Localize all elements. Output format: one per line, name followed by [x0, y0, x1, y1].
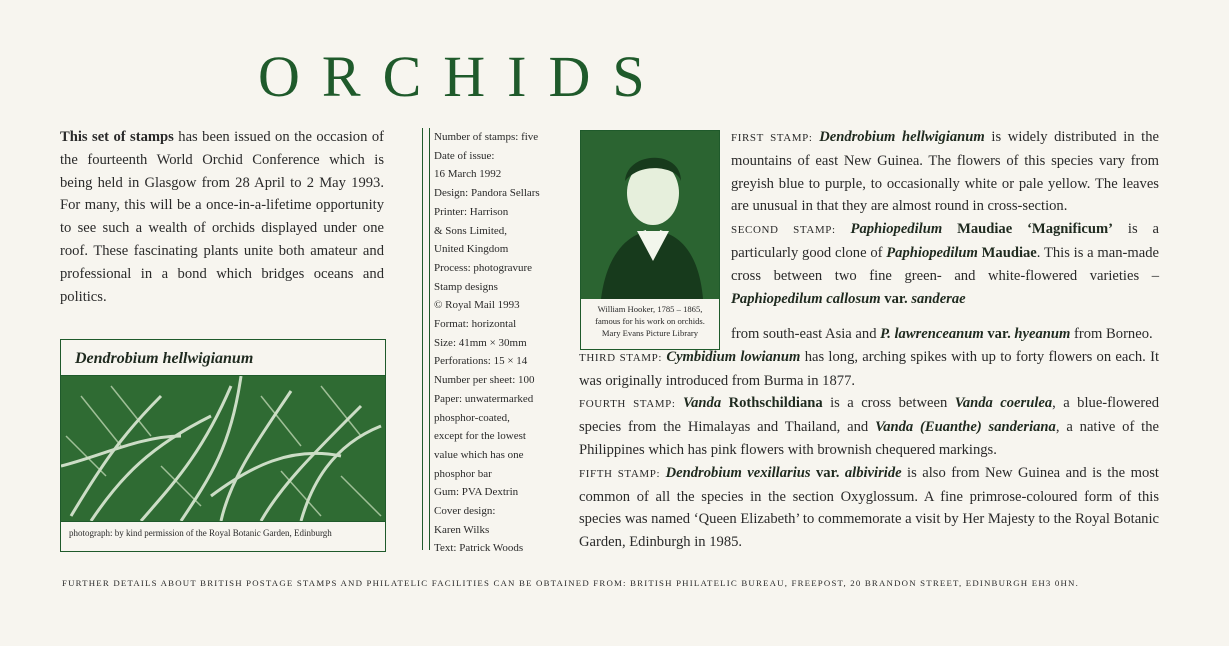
species-name: Maudiae ‘Magnificum’ — [957, 221, 1113, 238]
stamp-text: , a blue-flowered species from the Himalayas and Thailand, and — [579, 395, 1160, 436]
stamp-descriptions-top — [731, 126, 1159, 310]
detail-line: Date of issue: — [434, 149, 495, 162]
stamp-label: FIRST STAMP: — [731, 132, 813, 144]
stamp-label: SECOND STAMP: — [731, 224, 836, 237]
detail-line: United Kingdom — [434, 243, 509, 256]
stamp-details-list — [434, 128, 566, 558]
species-genus: Paphiopedilum — [886, 244, 978, 261]
detail-line: Number of stamps: five — [434, 131, 539, 143]
detail-line: Format: horizontal — [434, 318, 517, 331]
detail-line: 16 March 1992 — [434, 168, 502, 181]
variety-abbrev: var. — [816, 464, 840, 481]
stamp-label: FIFTH STAMP: — [579, 467, 661, 480]
portrait-caption-line: Mary Evans Picture Library — [601, 328, 699, 338]
portrait-caption-line: William Hooker, 1785 – 1865, — [597, 304, 703, 314]
intro-lead: This set of stamps — [60, 129, 174, 145]
footer-note: FURTHER DETAILS ABOUT BRITISH POSTAGE STAMPS AND PHILATELIC FACILITIES CAN BE OBTAINED FROM: BRITISH PHILATELIC BUREAU, FREEPOST, 20 BRANDON STREET, EDINBURGH EH3 0HN. — [62, 578, 1079, 588]
variety-abbrev: var. — [884, 290, 908, 307]
species-name: Paphiopedilum callosum — [731, 290, 881, 307]
intro-text: has been issued on the occasion of the fourteenth World Orchid Conference which is being held in Glasgow from 28 April to 2 May 1993. For many, this will be a once-in-a-lifetime opportunity to see such a wealth of orchids displayed under one roof. These fascinating plants unite both amateur and professional in a bond which bridges oceans and politics. — [60, 129, 384, 305]
detail-line: © Royal Mail 1993 — [434, 299, 520, 312]
species-name: Vanda coerulea — [954, 395, 1053, 412]
species-name: Cymbidium lowianum — [666, 348, 801, 365]
detail-line: Size: 41mm × 30mm — [434, 336, 527, 349]
second-stamp-continued — [731, 323, 1159, 346]
orchid-photo — [61, 375, 385, 522]
orchid-leaves-image — [61, 376, 385, 521]
species-name: P. lawrenceanum — [880, 326, 984, 342]
detail-line: Number per sheet: 100 — [434, 374, 535, 387]
stamp-text: , a native of the Philippines which has pink flowers with brownish chequered markings. — [579, 419, 1159, 458]
stamp-label: THIRD STAMP: — [579, 351, 663, 364]
detail-line: Process: photogravure — [434, 261, 533, 274]
species-name: Dendrobium vexillarius — [665, 464, 811, 481]
stamp-text: from south-east Asia and — [731, 326, 877, 342]
detail-line: phosphor-coated, — [434, 411, 510, 424]
orchid-photo-panel — [60, 339, 386, 552]
stamp-label: FOURTH STAMP: — [579, 398, 676, 411]
detail-line: & Sons Limited, — [434, 224, 508, 237]
first-stamp-description — [731, 126, 1159, 218]
species-genus: Vanda — [683, 395, 722, 412]
detail-line: Perforations: 15 × 14 — [434, 355, 528, 368]
detail-line: Printer: Harrison — [434, 205, 509, 218]
portrait-caption-line: famous for his work on orchids. — [595, 316, 705, 326]
species-name: Vanda (Euanthe) sanderiana — [875, 419, 1056, 436]
detail-line: Karen Wilks — [434, 523, 490, 536]
stamp-text: from Borneo. — [1074, 326, 1153, 342]
portrait-image — [581, 131, 719, 299]
species-name: Maudiae — [981, 244, 1037, 261]
detail-line: value which has one — [434, 448, 524, 461]
second-stamp-description — [731, 218, 1159, 310]
photo-caption: photograph: by kind permission of the Royal Botanic Garden, Edinburgh — [69, 528, 332, 538]
detail-line: Stamp designs — [434, 280, 498, 293]
variety-name: hyeanum — [1014, 326, 1071, 342]
species-name: Rothschildiana — [728, 395, 823, 412]
detail-line: Gum: PVA Dextrin — [434, 486, 519, 499]
detail-line: phosphor bar — [434, 467, 492, 480]
detail-line: Design: Pandora Sellars — [434, 187, 540, 200]
stamp-text: is widely distributed in the mountains of east New Guinea. The flowers of this species vary from greyish blue to purple, to occasionally white or pale yellow. The leaves are unusual in that they are almost round in cross-section. — [731, 129, 1160, 215]
detail-line: Text: Patrick Woods — [434, 542, 524, 555]
detail-line: Paper: unwatermarked — [434, 392, 534, 405]
fifth-stamp-description — [579, 462, 1159, 554]
portrait-caption — [585, 303, 715, 339]
photo-title: Dendrobium hellwigianum — [75, 350, 254, 367]
intro-paragraph — [60, 126, 384, 308]
variety-abbrev: var. — [987, 326, 1011, 342]
stamp-text: . This is a man-made cross between two fine green- and white-flowered varieties – — [731, 244, 1159, 284]
variety-name: albiviride — [844, 464, 902, 481]
variety-name: sanderae — [911, 290, 966, 307]
details-divider — [422, 128, 430, 550]
detail-line: except for the lowest — [434, 430, 526, 443]
species-name: Dendrobium hellwigianum — [819, 129, 985, 145]
fourth-stamp-description — [579, 392, 1159, 461]
stamp-text: has long, arching spikes with up to forty flowers on each. It was originally introduced from Burma in 1877. — [579, 348, 1160, 389]
detail-line: Cover design: — [434, 505, 496, 518]
portrait-panel — [580, 130, 720, 350]
william-hooker-portrait — [581, 131, 719, 299]
stamp-text: is a particularly good clone of — [731, 221, 1159, 261]
stamp-text: is also from New Guinea and is the most common of all the species in the section Oxyglossum. A fine primrose-coloured form of this species was named ‘Queen Elizabeth’ to commemorate a visit by Her Majesty to the Royal Botanic Garden, Edinburgh in 1985. — [579, 464, 1159, 551]
species-genus: Paphiopedilum — [850, 221, 943, 238]
page-title: ORCHIDS — [258, 44, 667, 109]
stamp-text: is a cross between — [830, 395, 948, 412]
third-stamp-description — [579, 346, 1159, 393]
